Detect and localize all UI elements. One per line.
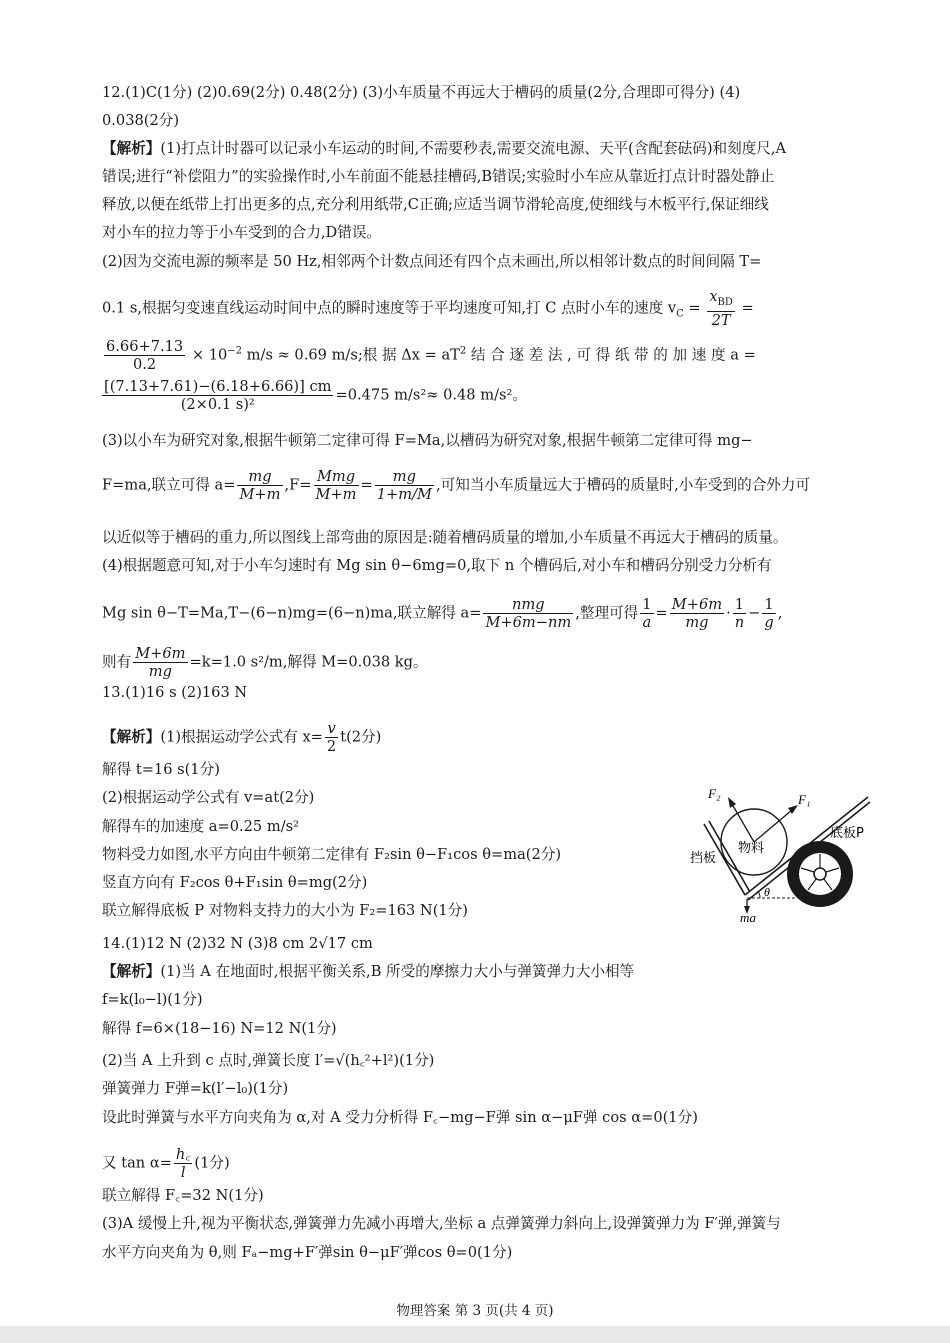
- text: −: [748, 604, 761, 622]
- numerator: x: [709, 288, 718, 305]
- q14-analysis-line3: 解得 f=6×(18−16) N=12 N(1分): [102, 1020, 337, 1037]
- text: (1)打点计时器可以记录小车运动的时间,不需要秒表,需要交流电源、天平(含配套砝码)和刻度尺,A: [160, 140, 787, 157]
- fraction: [762, 596, 775, 631]
- text: (1)当 A 在地面时,根据平衡关系,B 所受的摩擦力大小与弹簧弹力大小相等: [160, 963, 635, 980]
- q12-analysis-p4-line1: (4)根据题意可知,对于小车匀速时有 Mg sin θ−6mg=0,取下 n 个槽码后,对小车和槽码分别受力分析有: [102, 557, 772, 574]
- label-baffle: 挡板: [690, 851, 717, 866]
- denominator: mg: [148, 663, 172, 680]
- theta-arc: [758, 891, 760, 898]
- numerator: mg: [375, 468, 434, 486]
- denominator: a: [642, 614, 652, 631]
- force-diagram: [690, 782, 890, 926]
- numerator: nmg: [483, 596, 573, 614]
- q12-analysis-p3-line1: (3)以小车为研究对象,根据牛顿第二定律可得 F=Ma,以槽码为研究对象,根据牛顿第二定律可得 mg−: [102, 432, 753, 449]
- label-theta: θ: [764, 885, 770, 899]
- denominator: M+m: [239, 486, 281, 503]
- q12-analysis-p1-line3: 释放,以便在纸带上打出更多的点,充分利用纸带,C正确;应适当调节滑轮高度,使细线与木板平行,保证细线: [102, 196, 769, 213]
- text: =: [360, 476, 373, 494]
- q12-analysis-p2-line3: [102, 338, 756, 373]
- fraction: [733, 596, 746, 631]
- denominator: M+m: [315, 486, 357, 503]
- jiexi-tag: 【解析】: [102, 728, 161, 746]
- fraction: [237, 468, 282, 503]
- q12-analysis-p1-line1: [102, 139, 786, 159]
- text: ,可知当小车质量远大于槽码的质量时,小车受到的合外力可: [435, 476, 811, 494]
- numerator: 1: [642, 596, 652, 613]
- text: 结 合 逐 差 法 , 可 得 纸 带 的 加 速 度 a =: [466, 346, 756, 364]
- text: F=ma,联立可得 a=: [102, 476, 236, 494]
- q13-analysis-line1: [102, 720, 381, 755]
- numerator: M+6m: [671, 596, 723, 613]
- numerator: Mmg: [314, 468, 359, 486]
- q12-analysis-p2-line1: (2)因为交流电源的频率是 50 Hz,相邻两个计数点间还有四个点未画出,所以相邻计数点的时间间隔 T=: [102, 253, 762, 270]
- q13-analysis-line2: 解得 t=16 s(1分): [102, 761, 220, 778]
- q12-analysis-p2-line2: [102, 288, 754, 329]
- denominator: g: [764, 614, 774, 631]
- fraction: [375, 468, 434, 503]
- q13-analysis-line5: 物料受力如图,水平方向由牛顿第二定律有 F₂sin θ−F₁cos θ=ma(2分): [102, 846, 562, 863]
- label-bottom-plate: 底板P: [830, 826, 864, 841]
- q13-analysis-line4: 解得车的加速度 a=0.25 m/s²: [102, 818, 299, 835]
- q12-analysis-p3-line3: 以近似等于槽码的重力,所以图线上部弯曲的原因是:随着槽码质量的增加,小车质量不再远大于槽码的质量。: [102, 529, 788, 546]
- fraction-xbd-2t: [707, 288, 735, 329]
- text: 则有: [102, 653, 132, 671]
- text: t(2分): [340, 728, 382, 746]
- denominator: 2: [326, 738, 337, 755]
- text: ·: [726, 604, 731, 622]
- q12-answer-line2: 0.038(2分): [102, 112, 180, 129]
- denominator: 2T: [711, 311, 731, 329]
- q14-answer: 14.(1)12 N (2)32 N (3)8 cm 2√17 cm: [102, 935, 373, 952]
- superscript: −2: [227, 345, 243, 357]
- denominator: mg: [685, 614, 709, 631]
- denominator: l: [180, 1164, 186, 1181]
- bottom-bar: [0, 1326, 950, 1343]
- numerator: 6.66+7.13: [106, 338, 184, 355]
- subscript: BD: [717, 296, 733, 308]
- fraction-hc-l: [174, 1146, 192, 1181]
- superscript: 2: [459, 345, 467, 357]
- q13-answer: 13.(1)16 s (2)163 N: [102, 684, 248, 701]
- q14-analysis-line7: [102, 1146, 230, 1181]
- label-material: 物料: [738, 841, 765, 856]
- q13-analysis-line6: 竖直方向有 F₂cos θ+F₁sin θ=mg(2分): [102, 874, 368, 891]
- fraction: [314, 468, 359, 503]
- denominator: n: [734, 614, 745, 631]
- denominator: 1+m/M: [376, 486, 432, 503]
- q12-analysis-p4-line2: [102, 596, 782, 631]
- text: 0.1 s,根据匀变速直线运动时间中点的瞬时速度等于平均速度可知,打 C 点时小车的速度 v: [102, 299, 677, 317]
- q12-answer-line1: 12.(1)C(1分) (2)0.69(2分) 0.48(2分) (3)小车质量不再远大于槽码的质量(2分,合理即可得分) (4): [102, 84, 741, 101]
- label-f1: F₁: [798, 792, 811, 807]
- fraction: [670, 596, 724, 631]
- text: ,整理可得: [575, 604, 639, 622]
- text: ,: [777, 604, 783, 622]
- jiexi-tag: 【解析】: [102, 140, 161, 157]
- fraction: [133, 645, 187, 680]
- q14-analysis-line8: 联立解得 F꜀=32 N(1分): [102, 1187, 264, 1204]
- q14-analysis-line10: 水平方向夹角为 θ,则 Fₐ−mg+F′弹sin θ−μF′弹cos θ=0(1分): [102, 1244, 513, 1261]
- q12-analysis-p4-line3: [102, 645, 428, 680]
- force-diagram-svg: [690, 782, 890, 922]
- text: 又 tan α=: [102, 1154, 172, 1172]
- label-f2: F₂: [708, 786, 721, 801]
- numerator: mg: [237, 468, 282, 486]
- numerator: [(7.13+7.61)−(6.18+6.66)] cm: [104, 378, 332, 395]
- q14-analysis-line5: 弹簧弹力 F弹=k(l′−l₀)(1分): [102, 1080, 289, 1097]
- numerator: h꜀: [175, 1146, 191, 1163]
- q14-analysis-line2: f=k(l₀−l)(1分): [102, 991, 203, 1008]
- text: =: [683, 299, 706, 317]
- text: Mg sin θ−T=Ma,T−(6−n)mg=(6−n)ma,联立解得 a=: [102, 604, 482, 622]
- q12-analysis-p1-line4: 对小车的拉力等于小车受到的合力,D错误。: [102, 224, 382, 241]
- text: ,F=: [284, 476, 312, 494]
- q12-analysis-p2-line4: [102, 378, 527, 413]
- numerator: 1: [762, 596, 775, 614]
- q13-analysis-line3: (2)根据运动学公式有 v=at(2分): [102, 789, 315, 806]
- fraction: [640, 596, 653, 631]
- fraction: [483, 596, 573, 631]
- q14-analysis-line4: (2)当 A 上升到 c 点时,弹簧长度 l′=√(h꜀²+l²)(1分): [102, 1052, 435, 1069]
- fraction-velocity: [104, 338, 185, 373]
- text: m/s ≈ 0.69 m/s;根 据 Δx = aT: [242, 346, 460, 364]
- denominator: (2×0.1 s)²: [180, 396, 255, 413]
- text: =k=1.0 s²/m,解得 M=0.038 kg。: [189, 653, 428, 671]
- q14-analysis-line1: [102, 962, 634, 982]
- q12-analysis-p1-line2: 错误;进行“补偿阻力”的实验操作时,小车前面不能悬挂槽码,B错误;实验时小车应从靠近打点计时器处静止: [102, 168, 775, 185]
- fraction-v-2: [325, 720, 338, 755]
- numerator: 1: [733, 596, 746, 614]
- q14-analysis-line9: (3)A 缓慢上升,视为平衡状态,弹簧弹力先减小再增大,坐标 a 点弹簧弹力斜向上,设弹簧弹力为 F′弹,弹簧与: [102, 1215, 781, 1232]
- numerator: M+6m: [135, 645, 186, 662]
- denominator: 0.2: [133, 356, 157, 373]
- q12-analysis-p3-line2: [102, 468, 810, 503]
- page-footer: 物理答案 第 3 页(共 4 页): [396, 1303, 554, 1319]
- text: =: [736, 299, 754, 317]
- text: =0.475 m/s²≈ 0.48 m/s²。: [335, 386, 527, 404]
- denominator: M+6m−nm: [485, 614, 572, 631]
- fraction-acceleration: [102, 378, 333, 413]
- jiexi-tag: 【解析】: [102, 963, 161, 980]
- numerator: v: [325, 720, 338, 738]
- text: (1分): [194, 1154, 230, 1172]
- text: =: [655, 604, 668, 622]
- text: (1)根据运动学公式有 x=: [160, 728, 323, 746]
- f2-arrowhead: [728, 797, 736, 808]
- subscript: C: [676, 308, 684, 320]
- label-mg: mg: [740, 910, 756, 922]
- q13-analysis-line7: 联立解得底板 P 对物料支持力的大小为 F₂=163 N(1分): [102, 902, 468, 919]
- text: × 10: [187, 346, 228, 364]
- q14-analysis-line6: 设此时弹簧与水平方向夹角为 α,对 A 受力分析得 F꜀−mg−F弹 sin α−μF弹 cos α=0(1分): [102, 1109, 698, 1126]
